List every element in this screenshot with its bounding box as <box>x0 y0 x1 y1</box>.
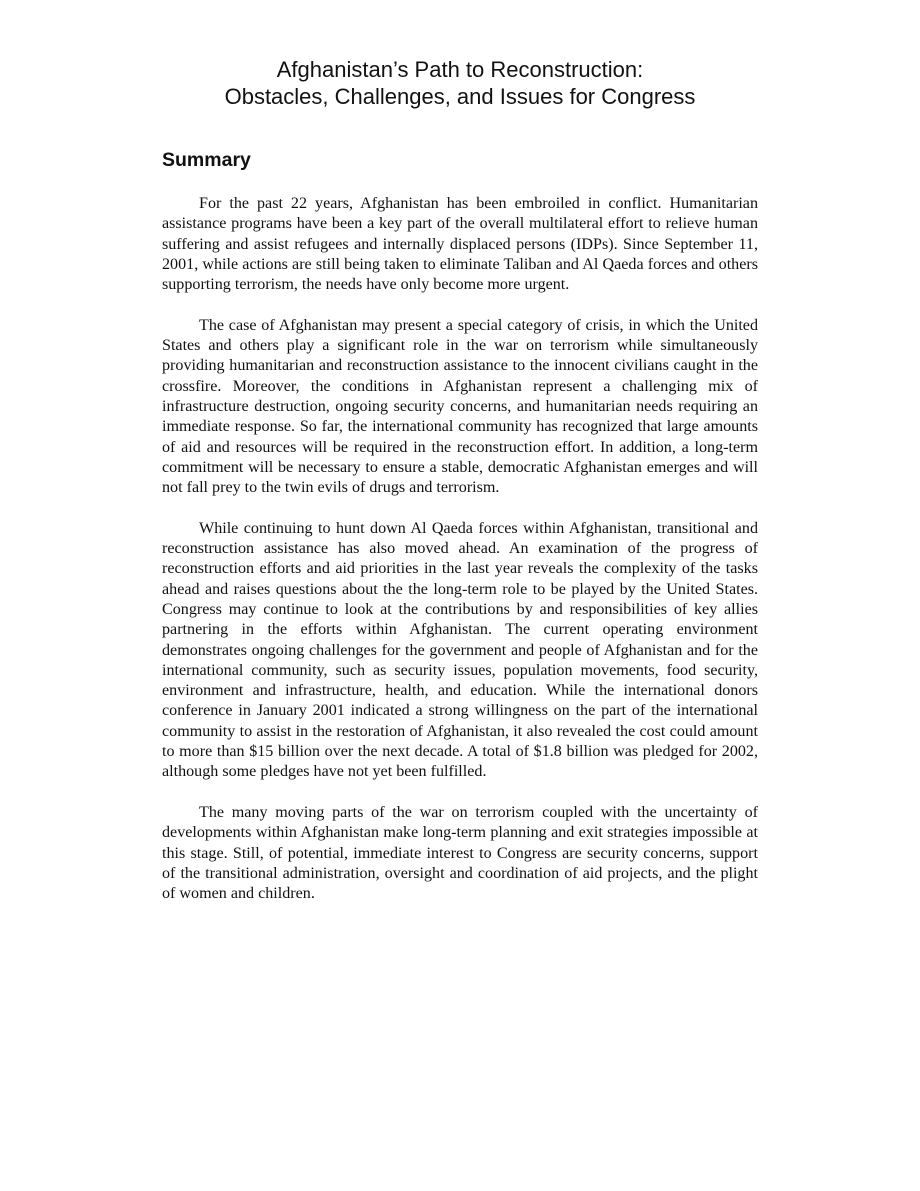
document-title <box>162 56 758 110</box>
summary-body <box>162 194 758 904</box>
section-heading-summary: Summary <box>162 149 251 171</box>
summary-paragraph-1: For the past 22 years, Afghanistan has been embroiled in conflict. Humanitarian assistance programs have been a key part of the overall multilateral effort to relieve human suffering and assist refugees and internally displaced persons (IDPs). Since September 11, 2001, while actions are still being taken to eliminate Taliban and Al Qaeda forces and others supporting terrorism, the needs have only become more urgent. <box>162 195 758 294</box>
title-line-1: Afghanistan’s Path to Reconstruction: <box>276 57 644 82</box>
document-page <box>162 56 758 925</box>
summary-paragraph-4: The many moving parts of the war on terrorism coupled with the uncertainty of developments within Afghanistan make long-term planning and exit strategies impossible at this stage. Still, of potential, immediate interest to Congress are security concerns, support of the transitional administration, oversight and coordination of aid projects, and the plight of women and children. <box>162 803 758 903</box>
summary-paragraph-2: The case of Afghanistan may present a special category of crisis, in which the United States and others play a significant role in the war on terrorism while simultaneously providing humanitarian and reconstruction assistance to the innocent civilians caught in the crossfire. Moreover, the conditions in Afghanistan represent a challenging mix of infrastructure destruction, ongoing security concerns, and humanitarian needs requiring an immediate response. So far, the international community has recognized that large amounts of aid and resources will be required in the reconstruction effort. In addition, a long-term commitment will be necessary to ensure a stable, democratic Afghanistan emerges and will not fall prey to the twin evils of drugs and terrorism. <box>162 316 758 497</box>
title-line-2: Obstacles, Challenges, and Issues for Congress <box>224 84 696 109</box>
summary-paragraph-3: While continuing to hunt down Al Qaeda forces within Afghanistan, transitional and reconstruction assistance has also moved ahead. An examination of the progress of reconstruction efforts and aid priorities in the last year reveals the complexity of the tasks ahead and raises questions about the the long-term role to be played by the United States. Congress may continue to look at the contributions by and responsibilities of key allies partnering in the efforts within Afghanistan. The current operating environment demonstrates ongoing challenges for the government and people of Afghanistan and for the international community, such as security issues, population movements, food security, environment and infrastructure, health, and education. While the international donors conference in January 2001 indicated a strong willingness on the part of the international community to assist in the restoration of Afghanistan, it also revealed the cost could amount to more than $15 billion over the next decade. A total of $1.8 billion was pledged for 2002, although some pledges have not yet been fulfilled. <box>162 519 758 781</box>
